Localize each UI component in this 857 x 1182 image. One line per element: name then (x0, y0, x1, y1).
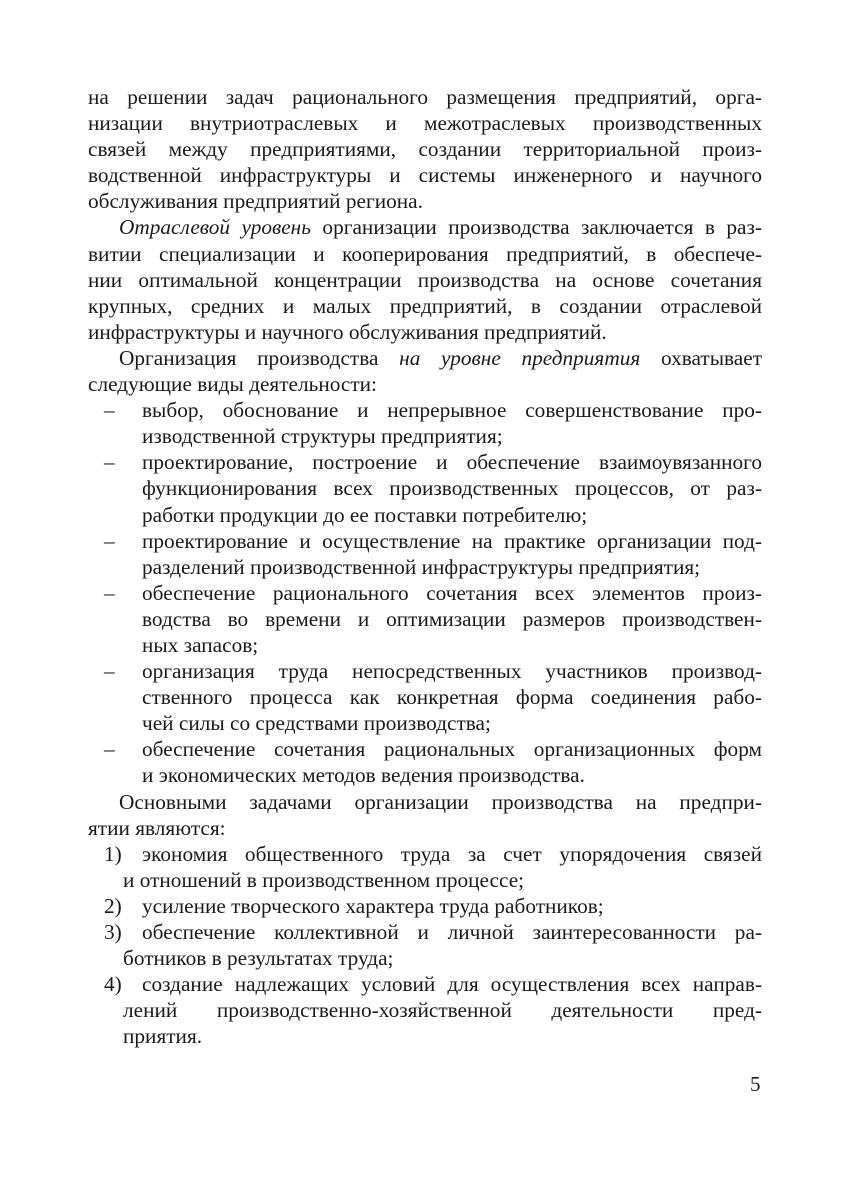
list-number: 2) (104, 893, 122, 918)
text-line (88, 893, 762, 919)
text-segment: лений производственно-хозяйственной деятельности пред- (123, 998, 762, 1023)
text-line (88, 214, 762, 240)
text-segment: связей между предприятиями, создании территориальной произ- (88, 137, 762, 162)
numbered-list-item (88, 971, 762, 1049)
text-segment: чей силы со средствами производства; (142, 711, 491, 736)
page-number: 5 (750, 1072, 761, 1096)
text-segment: ных запасов; (142, 632, 259, 657)
text-segment: создание надлежащих условий для осуществления всех направ- (142, 972, 762, 997)
numbered-list-item (88, 919, 762, 971)
text-segment: охватывает (640, 345, 762, 370)
text-segment: следующие виды деятельности: (88, 372, 377, 397)
text-segment: и экономических методов ведения производства. (142, 763, 585, 788)
text-segment: работки продукции до ее поставки потребителю; (142, 502, 588, 527)
text-line (88, 241, 762, 267)
text-line (88, 710, 762, 736)
text-segment: Организация производства (119, 345, 400, 370)
bullet-dash: – (104, 528, 115, 553)
text-segment: витии специализации и кооперирования предприятий, в обеспече- (88, 241, 762, 266)
text-line (88, 371, 762, 397)
text-line (88, 528, 762, 554)
bullet-list-item (88, 397, 762, 449)
text-segment: Основными задачами организации производства на предпри- (119, 789, 762, 814)
paragraph (88, 214, 762, 344)
text-line (88, 136, 762, 162)
bullet-dash: – (104, 398, 115, 423)
text-line (88, 658, 762, 684)
text-segment: организация труда непосредственных участников производ- (142, 659, 762, 684)
text-segment: организации производства заключается в раз- (310, 215, 762, 240)
text-segment: водства во времени и оптимизации размеров производствен- (142, 606, 762, 631)
bullet-list-item (88, 528, 762, 580)
text-segment: функционирования всех производственных процессов, от раз- (142, 476, 762, 501)
text-line (88, 423, 762, 449)
bullet-list-item (88, 658, 762, 736)
text-segment: обеспечение рационального сочетания всех элементов произ- (142, 580, 762, 605)
text-line (88, 997, 762, 1023)
text-line (88, 397, 762, 423)
text-segment: ственного процесса как конкретная форма соединения рабо- (142, 685, 762, 710)
text-line (88, 319, 762, 345)
text-segment: разделений производственной инфраструктуры предприятия; (142, 554, 701, 579)
text-segment: обеспечение сочетания рациональных организационных форм (142, 737, 762, 762)
text-line (88, 867, 762, 893)
text-line (88, 736, 762, 762)
text-segment: изводственной структуры предприятия; (142, 424, 503, 449)
page-body (88, 84, 762, 1049)
text-segment: проектирование и осуществление на практике организации под- (142, 528, 762, 553)
bullet-dash: – (104, 737, 115, 762)
text-line (88, 580, 762, 606)
text-line (88, 267, 762, 293)
bullet-dash: – (104, 580, 115, 605)
italic-term: на уровне предприятия (399, 345, 641, 370)
text-segment: на решении задач рационального размещения предприятий, орга- (88, 85, 762, 109)
text-line (88, 632, 762, 658)
text-line (88, 554, 762, 580)
text-segment: проектирование, построение и обеспечение взаимоувязанного (142, 450, 762, 475)
text-line (88, 188, 762, 214)
text-line (88, 449, 762, 475)
text-line (88, 110, 762, 136)
text-segment: низации внутриотраслевых и межотраслевых производственных (88, 111, 762, 136)
text-line (88, 606, 762, 632)
text-line (88, 684, 762, 710)
text-line (88, 945, 762, 971)
list-number: 4) (104, 972, 122, 997)
text-segment: экономия общественного труда за счет упорядочения связей (142, 841, 762, 866)
text-line (88, 762, 762, 788)
text-segment: обслуживания предприятий региона. (88, 189, 423, 214)
list-number: 3) (104, 920, 122, 944)
text-segment: выбор, обоснование и непрерывное совершенствование про- (142, 398, 762, 423)
text-line (88, 841, 762, 867)
text-segment: ботников в результатах труда; (123, 946, 394, 971)
text-segment: и отношений в производственном процессе; (123, 867, 525, 892)
text-line (88, 815, 762, 841)
paragraph (88, 345, 762, 397)
text-line (88, 84, 762, 110)
text-segment: инфраструктуры и научного обслуживания предприятий. (88, 319, 607, 344)
text-segment: водственной инфраструктуры и системы инженерного и научного (88, 163, 762, 188)
text-line (88, 789, 762, 815)
bullet-dash: – (104, 450, 115, 475)
list-number: 1) (104, 841, 122, 866)
bullet-list-item (88, 580, 762, 658)
text-segment: нии оптимальной концентрации производства на основе сочетания (88, 267, 762, 292)
bullet-dash: – (104, 659, 115, 684)
text-segment: приятия. (123, 1024, 203, 1049)
text-line (88, 475, 762, 501)
numbered-list-item (88, 841, 762, 893)
text-line (88, 345, 762, 371)
text-segment: ятии являются: (88, 815, 226, 840)
text-line (88, 502, 762, 528)
text-line (88, 293, 762, 319)
text-line (88, 971, 762, 997)
text-segment: крупных, средних и малых предприятий, в создании отраслевой (88, 293, 762, 318)
text-segment: усиление творческого характера труда работников; (142, 893, 604, 918)
paragraph (88, 789, 762, 841)
bullet-list-item (88, 449, 762, 527)
numbered-list-item (88, 893, 762, 919)
text-segment: обеспечение коллективной и личной заинтересованности ра- (142, 920, 762, 944)
bullet-list-item (88, 736, 762, 788)
text-line (88, 919, 762, 945)
text-line (88, 1023, 762, 1049)
text-line (88, 162, 762, 188)
paragraph (88, 84, 762, 214)
italic-term: Отраслевой уровень (119, 215, 311, 240)
